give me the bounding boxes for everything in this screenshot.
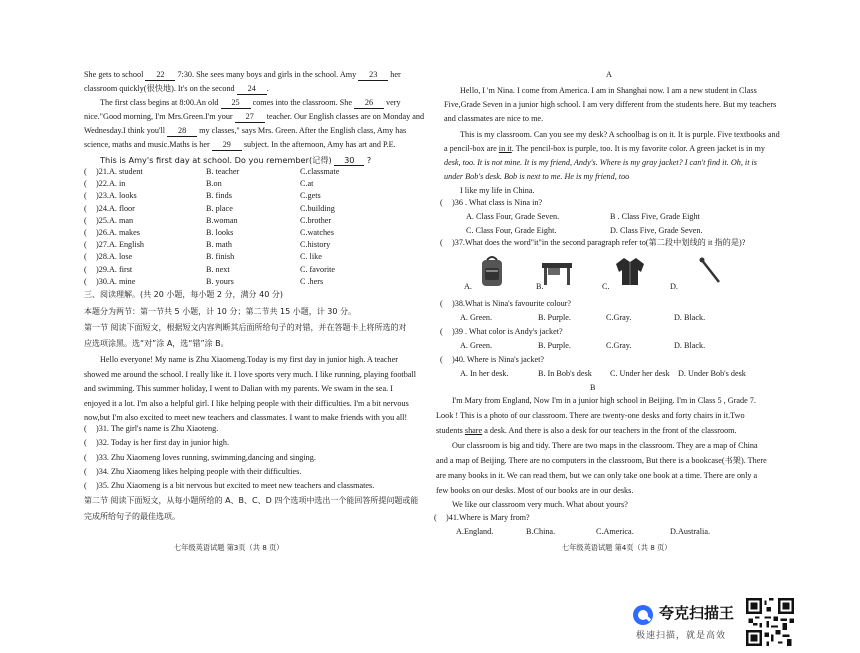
passage-text: students (436, 426, 465, 435)
passage-line (100, 155, 371, 166)
jacket-icon (614, 255, 646, 287)
option-a: A. Green. (460, 313, 493, 322)
passage-line: few books on our desks. Most of our books are in our desks. (436, 486, 634, 495)
passage-line: and classmates are nice to me. (444, 114, 544, 123)
passage-text: comes into the classroom. She (250, 98, 354, 107)
answer-paren: ( (84, 252, 87, 262)
passage-line: Hello, I 'm Nina. I come from America. I am in Shanghai now. I am a new student in Class (460, 86, 757, 95)
answer-paren: ( (84, 466, 87, 476)
passage-line (100, 98, 401, 109)
passage-line: This is my classroom. Can you see my desk? A schoolbag is on it. It is purple. Five textbooks and (460, 130, 780, 139)
cloze-option-b: B. teacher (206, 167, 240, 176)
passage-line: under Bob's desk. Bob is next to me. He is my friend, too (444, 172, 630, 181)
answer-paren: ( (84, 481, 87, 491)
judge-question: )31. The girl's name is Zhu Xiaoteng. (96, 424, 219, 433)
cloze-option-c: C. favorite (300, 264, 336, 274)
option-b: B. Purple. (538, 341, 571, 350)
cloze-option-a: )26.A. makes (96, 228, 140, 237)
cloze-option-b: B.woman (206, 215, 238, 225)
passage-text: nice."Good morning, I'm Mrs.Green.I'm your (84, 112, 235, 121)
cloze-option-c: C. like (300, 252, 322, 262)
pencil-icon (697, 256, 725, 286)
option-d: D. Under Bob's desk (678, 369, 746, 378)
option-d: D. Black. (674, 313, 706, 322)
cloze-option-b: B.on (206, 179, 222, 189)
passage-line (84, 140, 396, 151)
schoolbag-icon (476, 254, 508, 288)
passage-text: ? (364, 155, 372, 165)
cloze-option-b: B. finish (206, 252, 235, 262)
underlined-share: share (464, 426, 483, 435)
passage-text: The first class begins at 8:00.An old (100, 98, 221, 107)
passage-text: She gets to school (84, 70, 146, 79)
answer-blank: 26 (354, 98, 384, 109)
option-b: B. Purple. (538, 313, 571, 322)
answer-blank: 30 (334, 155, 364, 166)
passage-line: desk, too. It is not mine. It is my friend, Andy's. Where is my gray jacket? I can't find it. Oh, it is (444, 158, 757, 167)
cloze-option-c: C .hers (300, 276, 324, 286)
cloze-option-b: B. finds (206, 191, 232, 201)
cloze-option-b: B. yours (206, 276, 234, 286)
passage-line: Look ! This is a photo of our classroom. There are twenty-one desks and forty chairs in it.Two (436, 411, 745, 420)
passage-line (84, 126, 406, 137)
answer-paren: ( (440, 198, 443, 207)
passage-a-heading: A (606, 70, 612, 79)
passage-line: enjoyed it a lot. I'm also a helpful girl. I like helping people with their difficulties. I'm a bit nervous (84, 398, 409, 408)
answer-paren: ( (84, 228, 87, 237)
qr-code-icon (746, 598, 794, 646)
answer-blank: 25 (221, 98, 251, 109)
cloze-option-a: )30.A. mine (96, 276, 136, 286)
answer-paren: ( (84, 452, 87, 462)
option-c: C. Class Four, Grade Eight. (466, 226, 557, 235)
question-40: )40. Where is Nina's jacket? (452, 355, 545, 364)
page-footer-left: 七年级英语试题 第3页（共 8 页） (174, 543, 284, 552)
picture-option-d: D. (670, 282, 678, 291)
cloze-option-b: B. looks (206, 228, 234, 237)
cloze-option-a: )27.A. English (96, 240, 144, 250)
passage-line: Hello everyone! My name is Zhu Xiaomeng.Today is my first day in junior high. A teacher (100, 355, 398, 364)
scanner-logo-icon (632, 604, 654, 626)
option-a: A.England. (456, 527, 494, 536)
part-two-instruction-2: 完成所给句子的最佳选项。 (84, 512, 180, 521)
passage-line (84, 84, 269, 95)
passage-text: subject. In the afternoon, Amy has art and P.E. (241, 140, 396, 149)
answer-paren: ( (84, 167, 87, 176)
picture-option-b: B. (536, 282, 544, 291)
option-d: D. Class Five, Grade Seven. (610, 226, 703, 235)
passage-line: now,but I'm also excited to meet new teachers and classmates. I want to make friends with you all! (84, 413, 408, 422)
answer-paren: ( (440, 355, 443, 364)
judge-question: )33. Zhu Xiaomeng loves running, swimming,dancing and singing. (96, 452, 316, 462)
cloze-option-c: C.watches (300, 228, 334, 237)
option-c: C.Gray. (606, 313, 632, 322)
question-39: )39 . What color is Andy's jacket? (452, 327, 563, 336)
cloze-option-b: B. math (206, 240, 232, 250)
page-footer-right: 七年级英语试题 第4页（共 8 页） (562, 543, 672, 552)
cloze-option-a: )25.A. man (96, 215, 134, 225)
answer-paren: ( (84, 438, 87, 448)
answer-paren: ( (84, 191, 87, 201)
answer-blank: 24 (237, 84, 267, 95)
option-c: C.America. (596, 527, 634, 536)
judge-question: )32. Today is her first day in junior high. (96, 438, 229, 448)
cloze-option-c: C.gets (300, 191, 321, 201)
passage-text: very (384, 98, 401, 107)
passage-text: classroom quickly(很快地). It's on the second (84, 84, 237, 93)
picture-option-a: A. (464, 282, 472, 291)
answer-paren: ( (440, 299, 443, 308)
option-b: B. In Bob's desk (538, 369, 592, 378)
cloze-option-c: C.brother (300, 215, 332, 225)
option-d: D. Black. (674, 341, 706, 350)
underlined-it: in it (498, 144, 512, 153)
passage-line (444, 144, 765, 154)
cloze-option-a: )21.A. student (96, 167, 143, 176)
passage-text: . (266, 84, 269, 93)
answer-paren: ( (84, 240, 87, 250)
answer-paren: ( (84, 203, 87, 213)
passage-text: This is Amy's first day at school. Do you remember(记得) (100, 155, 335, 165)
answer-paren: ( (84, 424, 87, 433)
passage-line: We like our classroom very much. What about yours? (452, 500, 628, 509)
cloze-option-b: B. next (206, 264, 230, 274)
cloze-option-b: B. place (206, 203, 233, 213)
passage-line: showed me around the school. I really like it. I love sports very much. I like running, playing football (84, 369, 416, 379)
picture-option-c: C. (602, 282, 610, 291)
passage-line (84, 112, 424, 123)
part-one-instruction-2: 应选项涂黑。选“对”涂 A，选“错”涂 B。 (84, 339, 229, 348)
answer-paren: ( (440, 327, 443, 336)
scanner-slogan: 极速扫描，就是高效 (636, 631, 727, 641)
passage-line (84, 70, 401, 81)
passage-text: Wednesday.I think you'll (84, 126, 168, 135)
answer-blank: 23 (358, 70, 388, 81)
passage-text: her (388, 70, 401, 79)
passage-text: science, maths and music.Maths is her (84, 140, 212, 149)
cloze-option-a: )24.A. floor (96, 203, 135, 213)
right-page (430, 0, 860, 653)
cloze-option-a: )29.A. first (96, 264, 133, 274)
cloze-option-a: )28.A. lose (96, 252, 133, 262)
cloze-option-c: C.at (300, 179, 314, 189)
answer-paren: ( (84, 276, 87, 286)
cloze-option-a: )22.A. in (96, 179, 126, 189)
passage-line: and a map of Beijing. There are no computers in the classroom, But there is a bookcase(书架). There (436, 456, 767, 465)
section-three-note: 本题分为两节：第一节共 5 小题，计 10 分；第二节共 15 小题，计 30 分。 (84, 307, 356, 316)
option-a: A. Class Four, Grade Seven. (466, 212, 560, 221)
passage-line: Our classroom is big and tidy. There are two maps in the classroom. They are a map of China (452, 441, 758, 450)
judge-question: )34. Zhu Xiaomeng likes helping people with their difficulties. (96, 466, 302, 476)
passage-line (436, 426, 737, 436)
passage-line: are many books in it. We can read them, but we can only take one book at a time. There are only a (436, 471, 758, 480)
passage-line: I like my life in China. (460, 186, 535, 195)
passage-text: my classes," says Mrs. Green. After the English class, Amy has (197, 126, 407, 135)
passage-line: I'm Mary from England, Now I'm in a junior high school in Beijing. I'm in Class 5 , Grade 7. (452, 396, 756, 405)
passage-line: and swimming. This summer holiday, I went to Dalian with my parents. We swam in the sea. I (84, 384, 393, 393)
passage-b-heading: B (590, 383, 596, 392)
passage-line: Five,Grade Seven in a junior high school. I am very different from the students here. But my teachers (444, 100, 777, 109)
passage-text: teacher. Our English classes are on Monday and (264, 112, 425, 121)
option-c: C.Gray. (606, 341, 632, 350)
cloze-option-c: C.history (300, 240, 331, 250)
option-c: C. Under her desk (610, 369, 670, 378)
option-a: A. In her desk. (460, 369, 509, 378)
answer-blank: 28 (167, 126, 197, 137)
judge-question: )35. Zhu Xiaomeng is a bit nervous but excited to meet new teachers and classmates. (96, 481, 375, 491)
question-41: )41.Where is Mary from? (446, 513, 530, 522)
passage-text: a desk. And there is also a desk for our teachers in the front of the classroom. (482, 426, 737, 435)
answer-paren: ( (84, 179, 87, 189)
part-two-instruction-1: 第二节 阅读下面短文，从每小题所给的 A、B、C、D 四个选项中选出一个能回答所提问题或能 (84, 496, 419, 505)
answer-blank: 29 (212, 140, 242, 151)
answer-paren: ( (434, 513, 437, 522)
passage-text: a pencil-box are (444, 144, 499, 153)
desk-icon (540, 259, 574, 287)
question-36: )36 . What class is Nina in? (452, 198, 543, 207)
answer-paren: ( (440, 238, 443, 247)
answer-paren: ( (84, 215, 87, 225)
cloze-option-c: C.building (300, 203, 335, 213)
answer-paren: ( (84, 264, 87, 274)
part-one-instruction-1: 第一节 阅读下面短文，根据短文内容判断其后面所给句子的对错，并在答题卡上将所选的对 (84, 323, 407, 332)
option-d: D.Australia. (670, 527, 711, 536)
cloze-option-c: C.classmate (300, 167, 340, 176)
scanner-brand-name: 夸克扫描王 (659, 604, 735, 622)
question-37: )37.What does the word"it"in the second paragraph refer to(第二段中划线的 it 指的是)? (452, 238, 746, 247)
answer-blank: 27 (235, 112, 265, 123)
option-b: B . Class Five, Grade Eight (610, 212, 700, 221)
question-38: )38.What is Nina's favourite colour? (452, 299, 572, 308)
passage-text: 7:30. She sees many boys and girls in the school. Amy (175, 70, 359, 79)
section-three-heading: 三、阅读理解。(共 20 小题，每小题 2 分，满分 40 分) (84, 290, 283, 299)
cloze-option-a: )23.A. looks (96, 191, 137, 201)
answer-blank: 22 (145, 70, 175, 81)
option-a: A. Green. (460, 341, 493, 350)
option-b: B.China. (526, 527, 556, 536)
passage-text: . The pencil-box is purple, too. It is my favorite color. A green jacket is in my (511, 144, 765, 153)
